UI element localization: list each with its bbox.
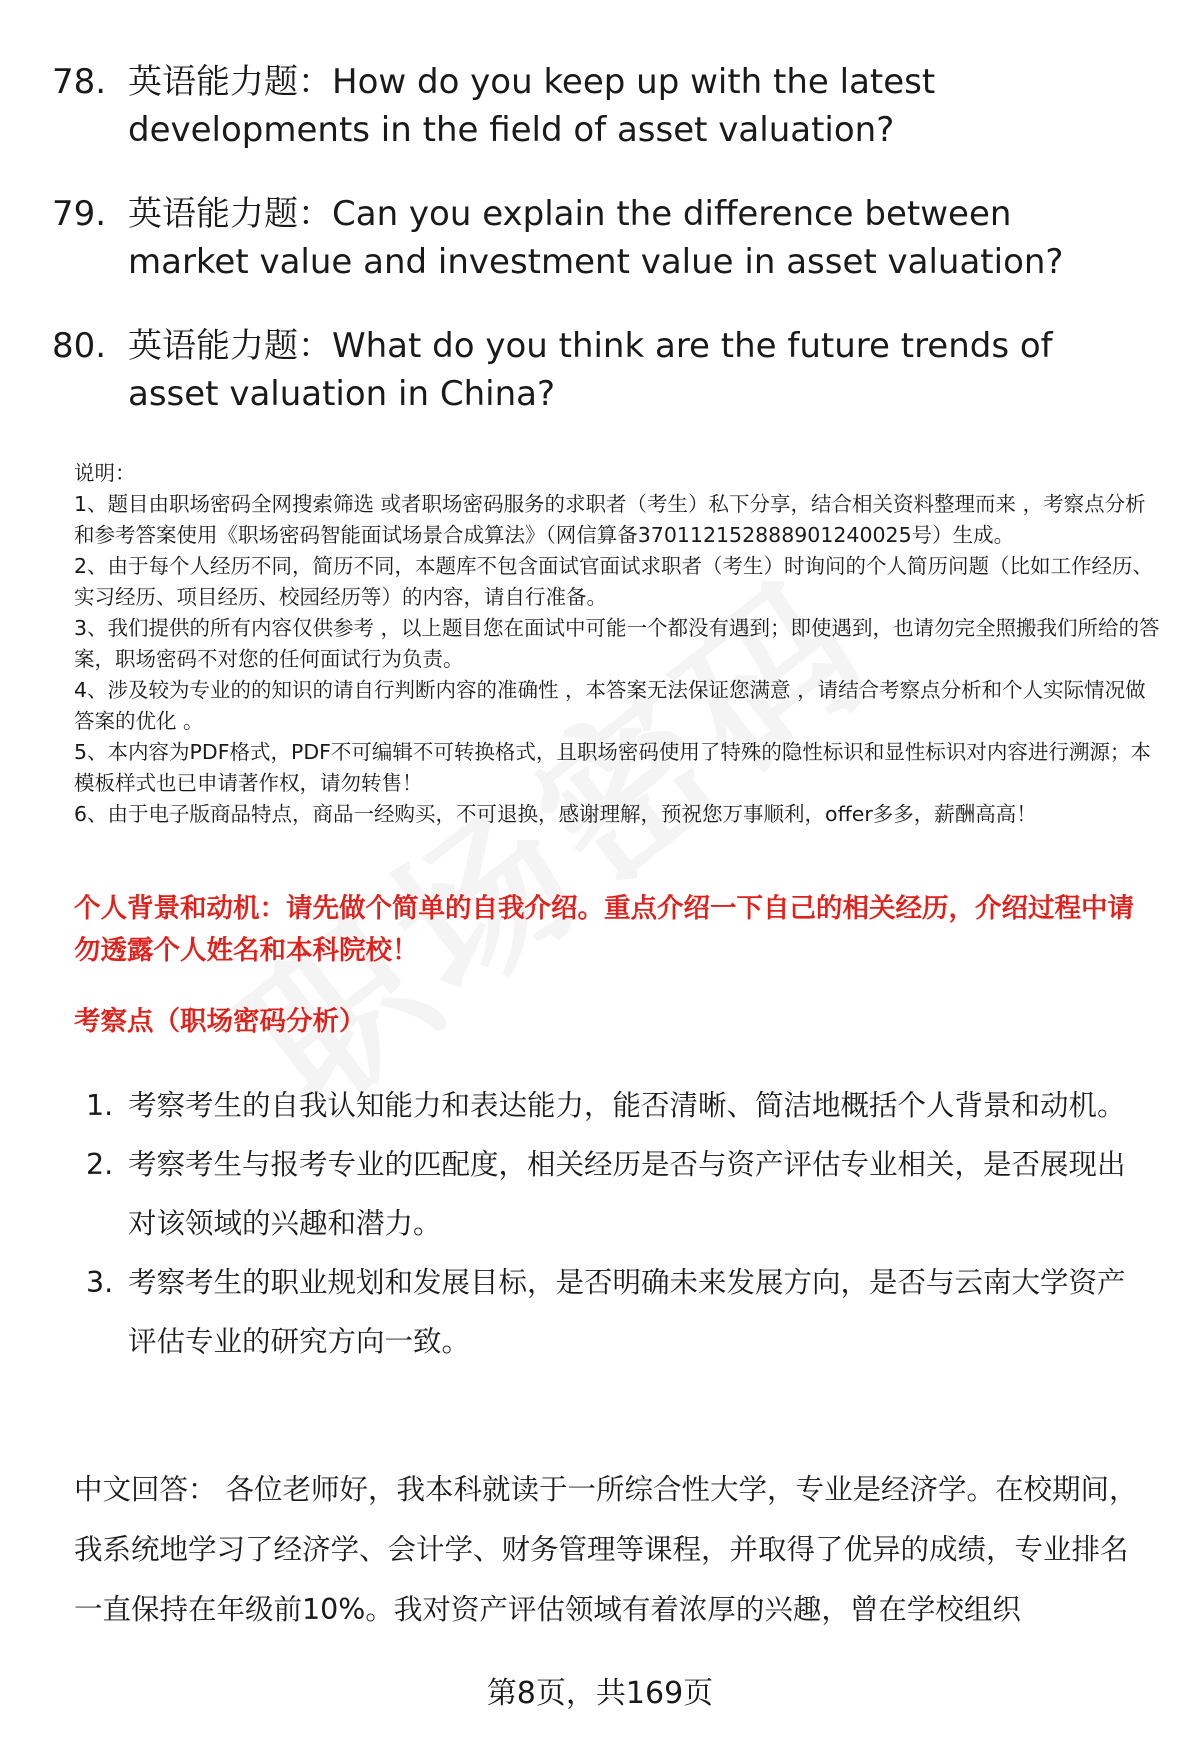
section-heading: 个人背景和动机：请先做个简单的自我介绍。重点介绍一下自己的相关经历，介绍过程中请勿透露个人姓名和本科院校！	[74, 893, 1134, 966]
question-text: 英语能力题：How do you keep up with the latest developments in the field of asset valuation?	[128, 62, 936, 150]
analysis-text: 考察考生的职业规划和发展目标，是否明确未来发展方向，是否与云南大学资产评估专业的研究方向一致。	[128, 1266, 1126, 1358]
note-item: 2、由于每个人经历不同，简历不同，本题库不包含面试官面试求职者（考生）时询问的个人简历问题（比如工作经历、实习经历、项目经历、校园经历等）的内容，请自行准备。	[74, 554, 1154, 609]
analysis-title: 考察点（职场密码分析）	[74, 1006, 366, 1037]
page-footer: 第8页，共169页	[486, 1676, 714, 1711]
analysis-number: 3.	[86, 1266, 114, 1299]
question-number: 78.	[52, 62, 107, 102]
question-item	[52, 190, 1112, 286]
question-list	[52, 58, 1112, 454]
analysis-item	[86, 1253, 1146, 1371]
analysis-item	[86, 1076, 1146, 1135]
question-item	[52, 58, 1112, 154]
question-item	[52, 322, 1112, 418]
note-item: 6、由于电子版商品特点，商品一经购买，不可退换，感谢理解，预祝您万事顺利，offer多多，薪酬高高！	[74, 802, 1037, 826]
notes-title: 说明：	[74, 461, 136, 485]
question-number: 79.	[52, 194, 107, 234]
analysis-number: 2.	[86, 1148, 114, 1181]
analysis-list	[86, 1076, 1146, 1371]
analysis-text: 考察考生的自我认知能力和表达能力，能否清晰、简洁地概括个人背景和动机。	[128, 1089, 1126, 1122]
note-item: 4、涉及较为专业的的知识的请自行判断内容的准确性 ，本答案无法保证您满意 ，请结合考察点分析和个人实际情况做答案的优化 。	[74, 678, 1146, 733]
note-item: 1、题目由职场密码全网搜索筛选 或者职场密码服务的求职者（考生）私下分享，结合相关资料整理而来 ，考察点分析和参考答案使用《职场密码智能面试场景合成算法》（网信算备370112152888901240025号）生成。	[74, 492, 1146, 547]
note-item: 5、本内容为PDF格式，PDF不可编辑不可转换格式，且职场密码使用了特殊的隐性标识和显性标识对内容进行溯源；本模板样式也已申请著作权，请勿转售！	[74, 740, 1151, 795]
analysis-number: 1.	[86, 1089, 114, 1122]
question-text: 英语能力题：Can you explain the difference between market value and investment value in asset valuation?	[128, 194, 1064, 282]
question-number: 80.	[52, 326, 107, 366]
analysis-text: 考察考生与报考专业的匹配度，相关经历是否与资产评估专业相关，是否展现出对该领域的兴趣和潜力。	[128, 1148, 1126, 1240]
notes-block	[74, 458, 1164, 830]
answer-paragraph: 中文回答： 各位老师好，我本科就读于一所综合性大学，专业是经济学。在校期间，我系统地学习了经济学、会计学、财务管理等课程，并取得了优异的成绩，专业排名一直保持在年级前10%。我对资产评估领域有着浓厚的兴趣，曾在学校组织	[74, 1473, 1138, 1626]
question-text: 英语能力题：What do you think are the future trends of asset valuation in China?	[128, 326, 1053, 414]
note-item: 3、我们提供的所有内容仅供参考 ，以上题目您在面试中可能一个都没有遇到；即使遇到，也请勿完全照搬我们所给的答案，职场密码不对您的任何面试行为负责。	[74, 616, 1160, 671]
analysis-item	[86, 1135, 1146, 1253]
